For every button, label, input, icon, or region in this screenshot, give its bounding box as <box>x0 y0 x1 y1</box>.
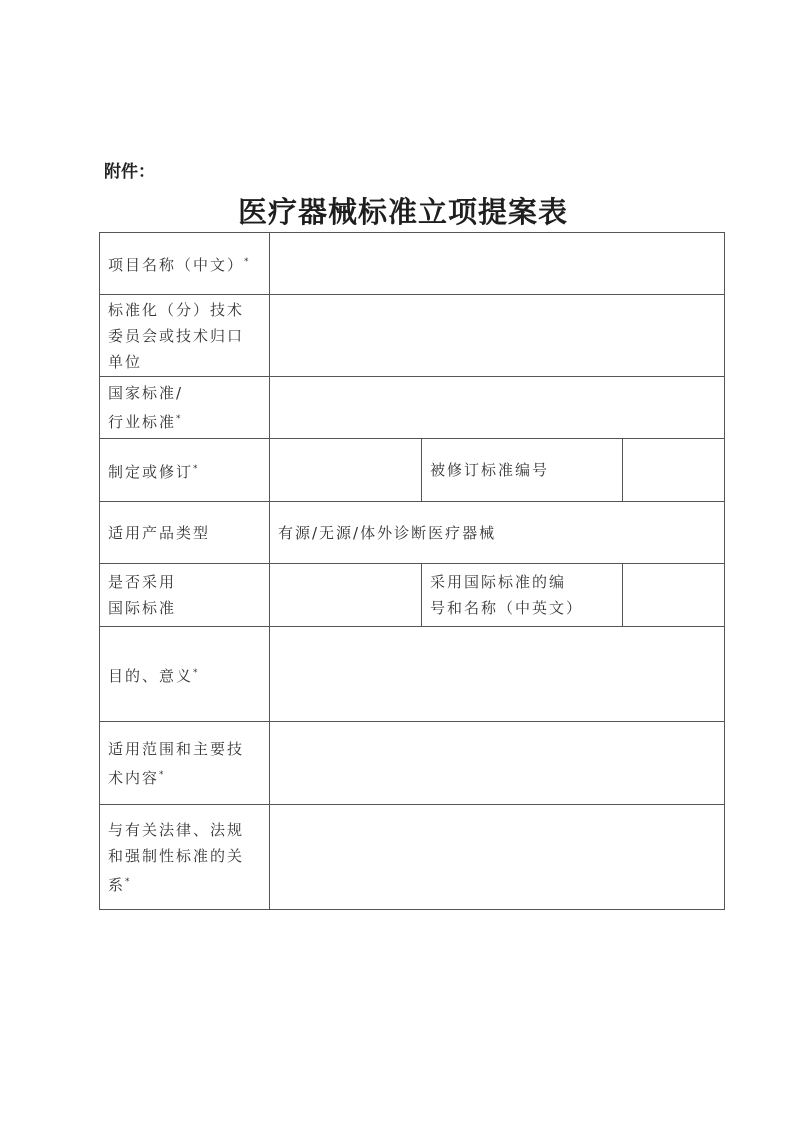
scope-label <box>100 722 270 805</box>
revised-number-field[interactable] <box>623 439 725 502</box>
row-standard-type <box>100 377 725 439</box>
row-purpose <box>100 627 725 722</box>
adopt-intl-label-line2: 国际标准 <box>108 599 177 617</box>
intl-number-name-label <box>422 564 623 627</box>
required-mark: * <box>193 463 198 474</box>
required-mark: * <box>193 667 198 678</box>
row-adopt-intl <box>100 564 725 627</box>
row-project-name <box>100 233 725 295</box>
committee-field[interactable] <box>270 295 725 377</box>
project-name-label <box>100 233 270 295</box>
project-name-label-text: 项目名称（中文） <box>108 256 245 274</box>
required-mark: * <box>125 876 130 887</box>
scope-label-line1: 适用范围和主要技 <box>108 739 245 758</box>
row-product-type <box>100 502 725 564</box>
product-type-label: 适用产品类型 <box>100 502 270 564</box>
proposal-form-table <box>99 232 725 910</box>
intl-number-name-line1: 采用国际标准的编 <box>430 573 567 591</box>
revised-number-label: 被修订标准编号 <box>422 439 623 502</box>
standard-type-label-line2: 行业标准 <box>108 413 177 431</box>
adopt-intl-field[interactable] <box>270 564 422 627</box>
committee-label-line1: 标准化（分）技术 <box>108 300 245 319</box>
product-type-value[interactable]: 有源/无源/体外诊断医疗器械 <box>270 502 725 564</box>
standard-type-field[interactable] <box>270 377 725 439</box>
project-name-field[interactable] <box>270 233 725 295</box>
scope-label-line2: 术内容 <box>108 768 160 787</box>
purpose-field[interactable] <box>270 627 725 722</box>
standard-type-label-line1: 国家标准/ <box>108 384 184 402</box>
relation-label-line3: 系 <box>108 875 126 894</box>
formulate-or-revise-label <box>100 439 270 502</box>
committee-label-line2: 委员会或技术归口 <box>108 326 245 345</box>
relation-label-line2: 和强制性标准的关 <box>108 846 245 865</box>
scope-field[interactable] <box>270 722 725 805</box>
required-mark: * <box>176 414 181 424</box>
document-title: 医疗器械标准立项提案表 <box>237 195 568 229</box>
attachment-label: 附件： <box>104 162 155 182</box>
row-relation <box>100 805 725 910</box>
required-mark: * <box>159 769 164 780</box>
row-formulate-or-revise <box>100 439 725 502</box>
adopt-intl-label <box>100 564 270 627</box>
formulate-or-revise-label-text: 制定或修订 <box>108 462 194 481</box>
adopt-intl-label-line1: 是否采用 <box>108 573 177 591</box>
row-committee <box>100 295 725 377</box>
relation-label-line1: 与有关法律、法规 <box>108 820 245 839</box>
intl-number-name-line2: 号和名称（中英文） <box>430 599 584 617</box>
purpose-label <box>100 627 270 722</box>
required-mark: * <box>244 257 249 267</box>
purpose-label-text: 目的、意义 <box>108 666 194 685</box>
committee-label <box>100 295 270 377</box>
relation-field[interactable] <box>270 805 725 910</box>
relation-label <box>100 805 270 910</box>
intl-number-name-field[interactable] <box>623 564 725 627</box>
formulate-or-revise-field[interactable] <box>270 439 422 502</box>
standard-type-label <box>100 377 270 439</box>
row-scope <box>100 722 725 805</box>
committee-label-line3: 单位 <box>108 352 143 371</box>
